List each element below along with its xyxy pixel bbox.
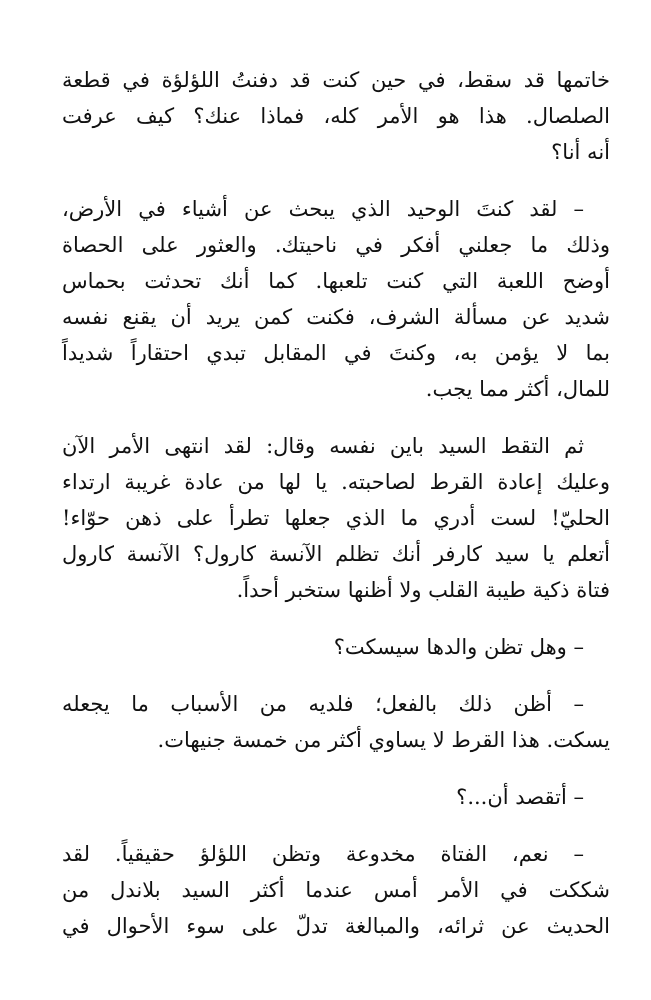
paragraph-5 <box>62 686 610 758</box>
text-line: خاتمها قد سقط، في حين كنت قد دفنتُ اللؤلؤة في قطعة <box>62 68 610 92</box>
paragraph-1 <box>62 62 610 170</box>
text-line: الحديث عن ثرائه، والمبالغة تدلّ على سوء الأحوال في <box>62 914 610 938</box>
text-line: – أتقصد أن...؟ <box>456 785 584 809</box>
text-line: الصلصال. هذا هو الأمر كله، فماذا عنك؟ كيف عرفت <box>62 104 610 128</box>
text-line: أوضح اللعبة التي كنت تلعبها. كما أنك تحدثت بحماس <box>62 269 610 293</box>
text-line: – لقد كنتَ الوحيد الذي يبحث عن أشياء في الأرض، <box>62 197 584 221</box>
text-line: بما لا يؤمن به، وكنتَ في المقابل تبدي احتقاراً شديداً <box>62 341 610 365</box>
paragraph-4 <box>62 629 610 665</box>
text-line: – أظن ذلك بالفعل؛ فلديه من الأسباب ما يجعله <box>62 692 584 716</box>
text-line: فتاة ذكية طيبة القلب ولا أظنها ستخبر أحداً. <box>236 578 610 602</box>
paragraph-7 <box>62 836 610 944</box>
book-page <box>62 62 610 965</box>
text-line: شديد عن مسألة الشرف، فكنت كمن يريد أن يقنع نفسه <box>62 305 610 329</box>
text-line: وعليك إعادة القرط لصاحبته. يا لها من عادة غريبة ارتداء <box>62 470 610 494</box>
paragraph-2 <box>62 191 610 407</box>
text-line: يسكت. هذا القرط لا يساوي أكثر من خمسة جنيهات. <box>157 728 610 752</box>
text-line: أنه أنا؟ <box>551 140 610 164</box>
text-line: للمال، أكثر مما يجب. <box>425 377 610 401</box>
text-line: شككت في الأمر أمس عندما أكثر السيد بلاندل من <box>62 878 610 902</box>
text-line: ثم التقط السيد باين نفسه وقال: لقد انتهى الأمر الآن <box>62 434 584 458</box>
text-line: – وهل تظن والدها سيسكت؟ <box>333 635 584 659</box>
paragraph-3 <box>62 428 610 608</box>
text-line: وذلك ما جعلني أفكر في ناحيتك. والعثور على الحصاة <box>62 233 610 257</box>
text-line: الحليّ! لست أدري ما الذي جعلها تطرأ على ذهن حوّاء! <box>62 506 610 530</box>
text-line: – نعم، الفتاة مخدوعة وتظن اللؤلؤ حقيقياً. لقد <box>62 842 584 866</box>
text-line: أتعلم يا سيد كارفر أنك تظلم الآنسة كارول؟ الآنسة كارول <box>62 542 610 566</box>
paragraph-6 <box>62 779 610 815</box>
